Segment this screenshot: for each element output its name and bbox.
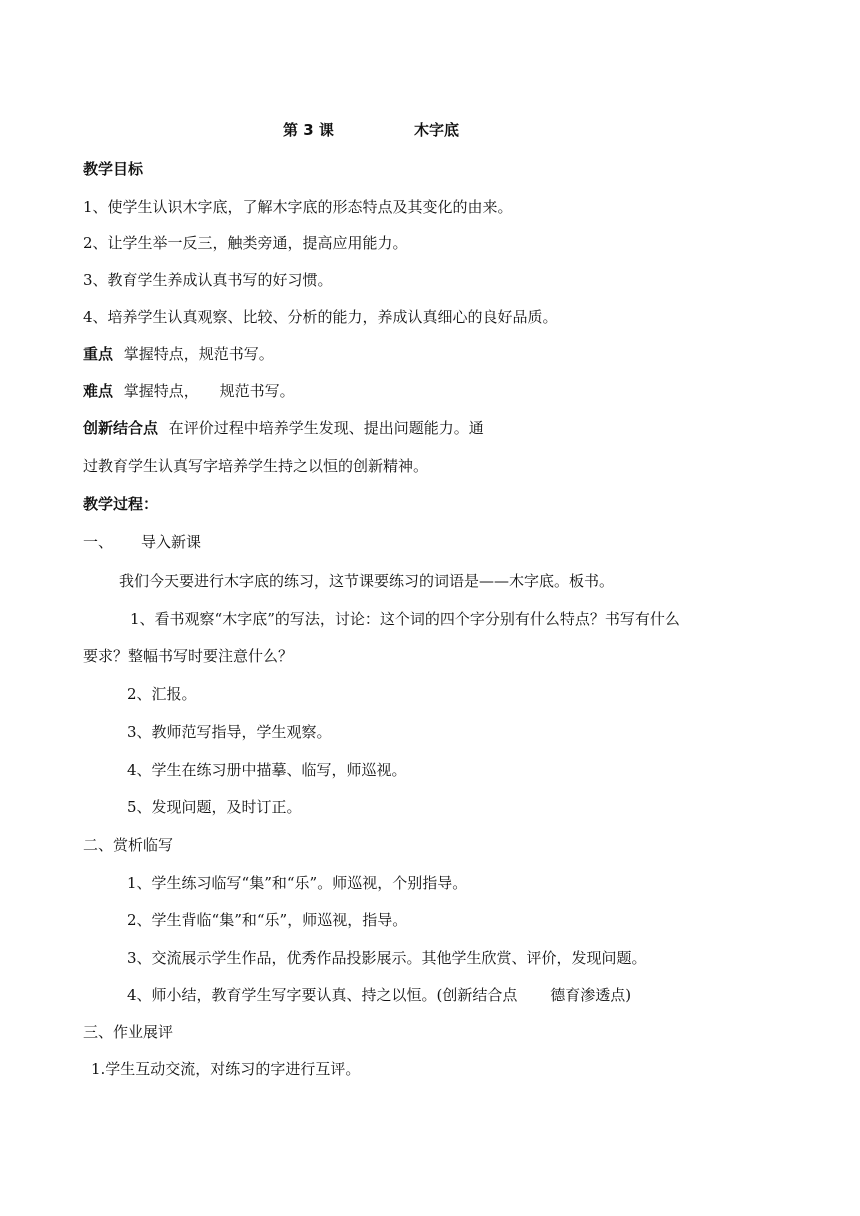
section-1-title: 导入新课 bbox=[141, 533, 202, 551]
objective-item-2: 2、让学生举一反三，触类旁通，提高应用能力。 bbox=[83, 234, 408, 252]
section-1-step-3: 3、教师范写指导，学生观察。 bbox=[127, 723, 332, 741]
innovation-text-continued: 过教育学生认真写字培养学生持之以恒的创新精神。 bbox=[83, 457, 429, 475]
section-2-step-4a: 4、师小结，教育学生写字要认真、持之以恒。(创新结合点 bbox=[127, 986, 518, 1004]
section-1-intro: 我们今天要进行木字底的练习，这节课要练习的词语是——木字底。板书。 bbox=[119, 572, 615, 590]
section-1-step-4: 4、学生在练习册中描摹、临写，师巡视。 bbox=[127, 761, 407, 779]
key-point-text: 掌握特点，规范书写。 bbox=[123, 345, 274, 363]
section-1-number: 一、 bbox=[83, 533, 114, 551]
process-heading: 教学过程： bbox=[83, 495, 159, 513]
section-2-step-1: 1、学生练习临写“集”和“乐”。师巡视，个别指导。 bbox=[127, 874, 468, 892]
section-2-step-4 bbox=[127, 985, 631, 1005]
section-1-step-5: 5、发现问题，及时订正。 bbox=[127, 798, 302, 816]
difficult-point-text: 掌握特点， bbox=[123, 382, 199, 400]
objective-item-3: 3、教育学生养成认真书写的好习惯。 bbox=[83, 271, 333, 289]
difficult-point-text-2: 规范书写。 bbox=[219, 382, 295, 400]
section-2-step-3: 3、交流展示学生作品，优秀作品投影展示。其他学生欣赏、评价，发现问题。 bbox=[127, 949, 647, 967]
innovation-point bbox=[83, 418, 484, 438]
innovation-text: 在评价过程中培养学生发现、提出问题能力。通 bbox=[168, 419, 484, 437]
section-1-step-1a: 1、看书观察“木字底”的写法，讨论：这个词的四个字分别有什么特点？书写有什么 bbox=[130, 610, 680, 628]
objectives-heading: 教学目标 bbox=[83, 160, 144, 178]
difficult-point bbox=[83, 381, 295, 401]
section-3-step-1: 1.学生互动交流，对练习的字进行互评。 bbox=[91, 1060, 361, 1078]
difficult-point-label: 难点 bbox=[83, 382, 114, 400]
objective-item-1: 1、使学生认识木字底，了解木字底的形态特点及其变化的由来。 bbox=[83, 198, 513, 216]
section-1-step-2: 2、汇报。 bbox=[127, 685, 197, 703]
lesson-title: 木字底 bbox=[414, 121, 460, 139]
section-1-step-1b: 要求？整幅书写时要注意什么？ bbox=[83, 647, 294, 665]
objective-item-4: 4、培养学生认真观察、比较、分析的能力，养成认真细心的良好品质。 bbox=[83, 308, 558, 326]
section-2-step-4b: 德育渗透点) bbox=[550, 986, 632, 1004]
lesson-number: 第 3 课 bbox=[283, 121, 334, 139]
key-point bbox=[83, 344, 274, 364]
key-point-label: 重点 bbox=[83, 345, 114, 363]
section-3-title: 三、作业展评 bbox=[83, 1023, 174, 1041]
innovation-label: 创新结合点 bbox=[83, 419, 159, 437]
section-2-title: 二、赏析临写 bbox=[83, 836, 174, 854]
section-2-step-2: 2、学生背临“集”和“乐”，师巡视，指导。 bbox=[127, 911, 408, 929]
